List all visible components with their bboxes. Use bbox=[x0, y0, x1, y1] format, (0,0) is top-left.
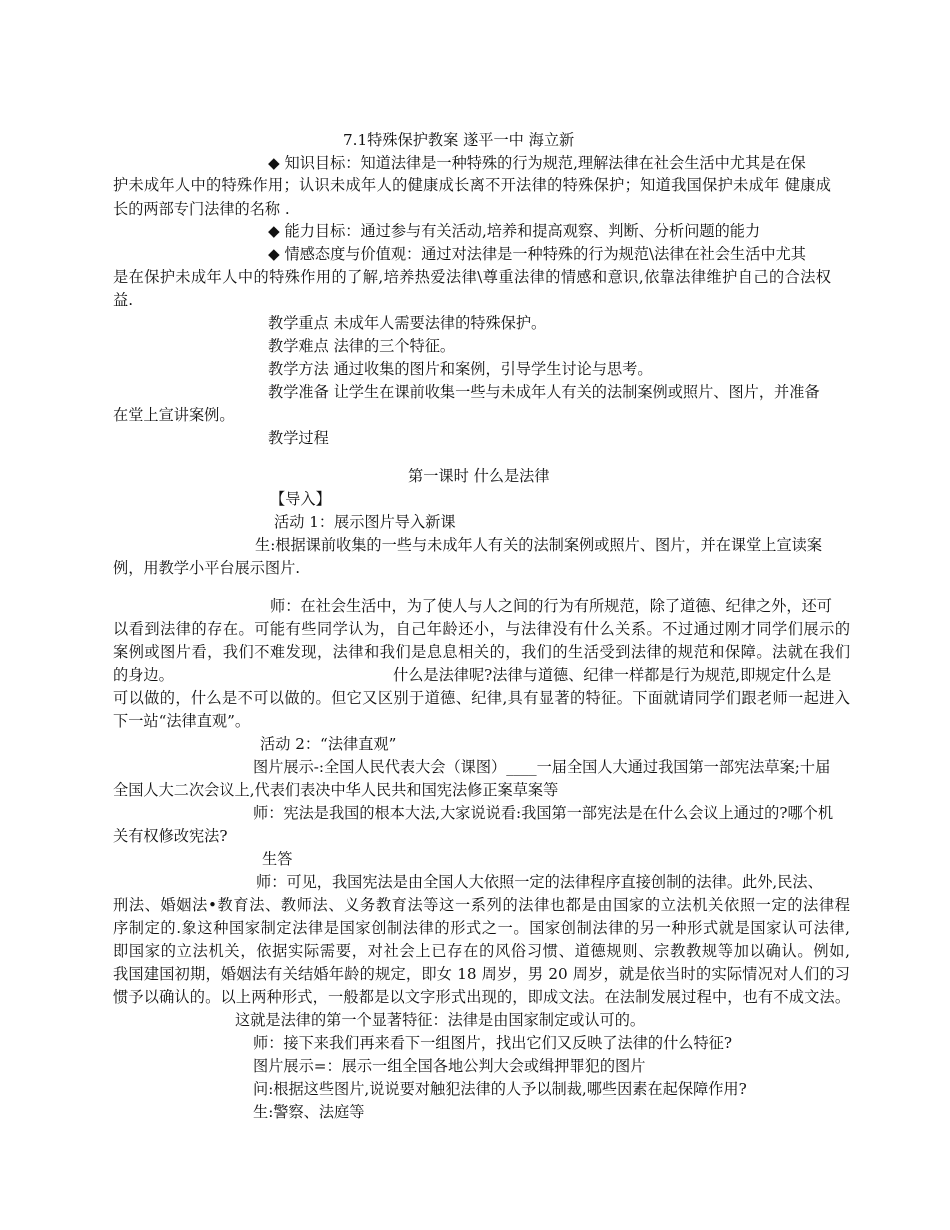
text-line: 下一站“法律直观”。 bbox=[113, 712, 251, 730]
text-line: 活动 1：展示图片导入新课 bbox=[274, 513, 456, 531]
text-line: 在堂上宣讲案例。 bbox=[113, 406, 235, 424]
text-line: 教学准备 让学生在课前收集一些与未成年人有关的法制案例或照片、图片，并准备 bbox=[268, 383, 820, 401]
text-line: 教学难点 法律的三个特征。 bbox=[268, 337, 456, 355]
text-line: 【导入】 bbox=[270, 490, 331, 508]
text-line: 师：在社会生活中，为了使人与人之间的行为有所规范，除了道德、纪律之外，还可 bbox=[270, 597, 832, 615]
text-line: 教学重点 未成年人需要法律的特殊保护。 bbox=[268, 314, 547, 332]
section-heading: 第一课时 什么是法律 bbox=[408, 467, 550, 485]
text-line: 生:根据课前收集的一些与未成年人有关的法制案例或照片、图片，并在课堂上宣读案 bbox=[255, 536, 823, 554]
text-line: 长的两部专门法律的名称 . bbox=[113, 200, 290, 218]
text-line: ◆ 能力目标：通过参与有关活动,培养和提高观察、判断、分析问题的能力 bbox=[268, 222, 761, 240]
text-line: 惯予以确认的。以上两种形式，一般都是以文字形式出现的，即成文法。在法制发展过程中，也有不成文法。 bbox=[113, 988, 850, 1006]
text-line: 师：宪法是我国的根本大法,大家说说看:我国第一部宪法是在什么会议上通过的?哪个机 bbox=[253, 804, 834, 822]
text-line: 图片展示-:全国人民代表大会（课图）____一届全国人大通过我国第一部宪法草案;十届 bbox=[253, 758, 831, 776]
text-line: 教学方法 通过收集的图片和案例，引导学生讨论与思考。 bbox=[268, 360, 653, 378]
text-line: 案例或图片看，我们不难发现，法律和我们是息息相关的，我们的生活受到法律的规范和保障。法就在我们 bbox=[113, 643, 850, 661]
text-line: 益. bbox=[113, 291, 134, 309]
text-line: 教学过程 bbox=[268, 429, 329, 447]
text-line: ◆ 情感态度与价值观：通过对法律是一种特殊的行为规范\法律在社会生活中尤其 bbox=[268, 245, 806, 263]
text-line: 活动 2：“法律直观” bbox=[260, 735, 397, 753]
text-line: 关有权修改宪法? bbox=[113, 827, 228, 845]
text-line: 可以做的，什么是不可以做的。但它又区别于道德、纪律,具有显著的特征。下面就请同学们跟老师一起进入 bbox=[113, 689, 850, 707]
text-line: 是在保护未成年人中的特殊作用的了解,培养热爱法律\尊重法律的情感和意识,依靠法律维护自己的合法权 bbox=[113, 268, 831, 286]
text-line: 图片展示=：展示一组全国各地公判大会或缉押罪犯的图片 bbox=[253, 1057, 646, 1075]
text-line: 的身边。 bbox=[113, 666, 174, 684]
document-title: 7.1特殊保护教案 遂平一中 海立新 bbox=[343, 131, 575, 149]
text-line: 即国家的立法机关，依据实际需要，对社会上已存在的风俗习惯、道德规则、宗教教规等加以确认。例如, bbox=[113, 942, 850, 960]
text-line: 例，用教学小平台展示图片. bbox=[113, 559, 301, 577]
text-line: 师：可见，我国宪法是由全国人大依照一定的法律程序直接创制的法律。此外,民法、 bbox=[256, 873, 823, 891]
text-line: 生:警察、法庭等 bbox=[253, 1103, 365, 1121]
text-line: 全国人大二次会议上,代表们表决中华人民共和国宪法修正案草案等 bbox=[113, 781, 559, 799]
text-line: 问:根据这些图片,说说要对触犯法律的人予以制裁,哪些因素在起保障作用? bbox=[253, 1080, 747, 1098]
text-line: 序制定的.象这种国家制定法律是国家创制法律的形式之一。国家创制法律的另一种形式就是国家认可法律, bbox=[113, 919, 850, 937]
text-line: 师：接下来我们再来看下一组图片，找出它们又反映了法律的什么特征? bbox=[253, 1034, 732, 1052]
text-line: 生答 bbox=[262, 850, 293, 868]
text-line: 以看到法律的存在。可能有些同学认为，自己年龄还小，与法律没有什么关系。不过通过刚才同学们展示的 bbox=[113, 620, 850, 638]
text-line: 刑法、婚姻法•教育法、教师法、义务教育法等这一系列的法律也都是由国家的立法机关依照一定的法律程 bbox=[113, 896, 850, 914]
text-line: ◆ 知识目标：知道法律是一种特殊的行为规范,理解法律在社会生活中尤其是在保 bbox=[268, 154, 806, 172]
text-line: 什么是法律呢?法律与道德、纪律一样都是行为规范,即规定什么是 bbox=[393, 666, 832, 684]
text-line: 我国建国初期，婚姻法有关结婚年龄的规定，即女 18 周岁，男 20 周岁，就是依当时的实际情况对人们的习 bbox=[113, 965, 850, 983]
text-line: 这就是法律的第一个显著特征：法律是由国家制定或认可的。 bbox=[235, 1011, 646, 1029]
text-line: 护未成年人中的特殊作用；认识未成年人的健康成长离不开法律的特殊保护；知道我国保护未成年 健康成 bbox=[113, 176, 831, 194]
